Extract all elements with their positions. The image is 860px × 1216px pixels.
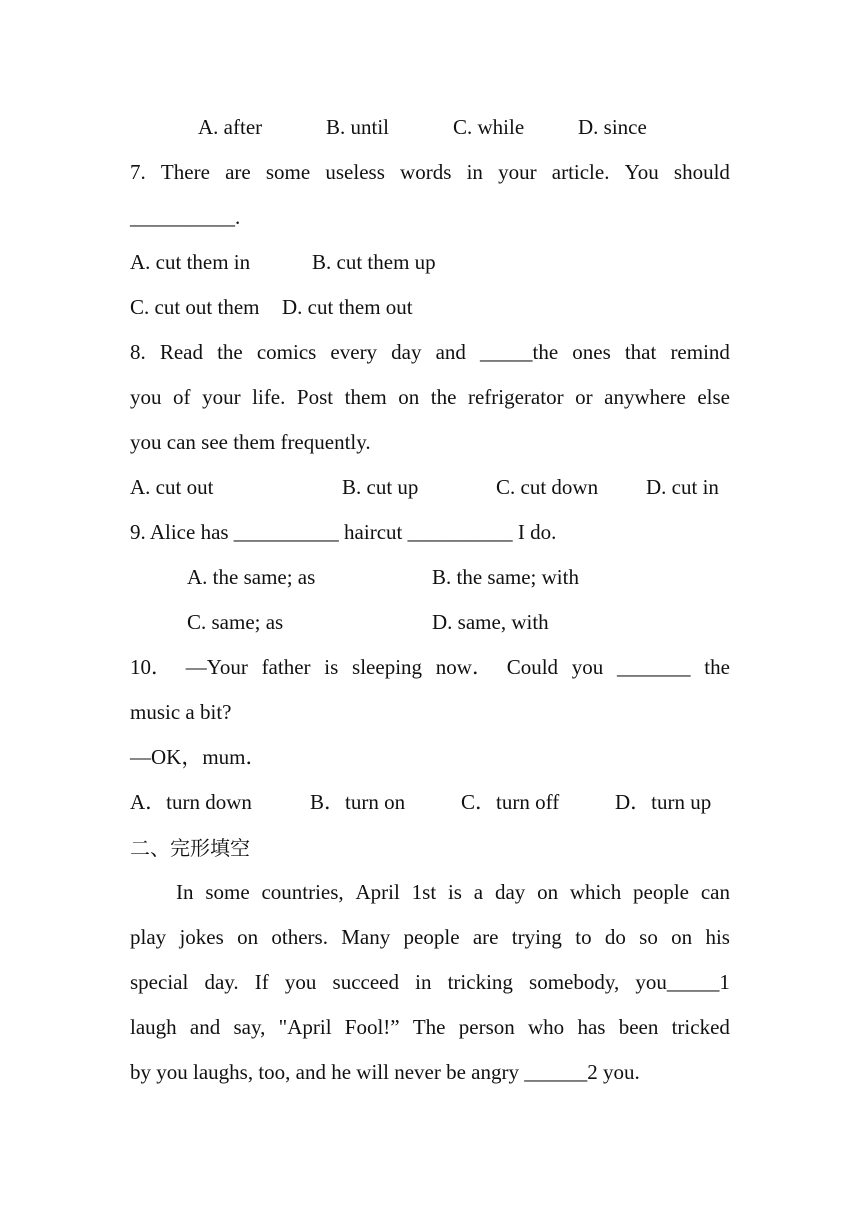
passage-word: has — [577, 1015, 606, 1039]
q8-word: Read — [159, 340, 203, 364]
passage-word: Fool!” — [344, 1015, 400, 1039]
q7-word: some — [265, 160, 311, 184]
passage-word: laugh — [130, 1015, 177, 1039]
passage-word: a — [473, 880, 484, 904]
q10-word: —Your — [185, 655, 248, 679]
q8-option-c: C. cut down — [496, 475, 599, 499]
q7-word: article. — [551, 160, 610, 184]
q7-option-d: D. cut them out — [282, 295, 413, 319]
passage-line2 — [130, 923, 730, 951]
q10-word: now． — [435, 655, 493, 679]
q9-stem: 9. Alice has __________ haircut __________ I do. — [130, 520, 557, 544]
passage-word: people — [403, 925, 460, 949]
passage-word: been — [618, 1015, 659, 1039]
q10-word: 10． — [130, 655, 172, 679]
passage-word: and — [189, 1015, 221, 1039]
passage-word: jokes — [179, 925, 224, 949]
passage-word: who — [528, 1015, 565, 1039]
passage-word: trying — [511, 925, 562, 949]
passage-word: Many — [341, 925, 391, 949]
q7-stem-line2: __________. — [130, 205, 241, 229]
passage-word: The — [412, 1015, 446, 1039]
passage-word: some — [205, 880, 250, 904]
q6-option-c: C. while — [453, 115, 525, 139]
q10-word: sleeping — [352, 655, 423, 679]
passage-word: are — [472, 925, 499, 949]
q7-option-a: A. cut them in — [130, 250, 251, 274]
q9-option-c: C. same; as — [187, 610, 284, 634]
q7-word: useless — [325, 160, 385, 184]
passage-word: people — [633, 880, 690, 904]
q8-word: 8. — [130, 340, 146, 364]
q7-option-c: C. cut out them — [130, 295, 260, 319]
q8-stem-line3: you can see them frequently. — [130, 430, 371, 454]
q10-option-a: A．turn down — [130, 790, 252, 814]
passage-word: day. — [204, 970, 239, 994]
passage-word: on — [671, 925, 693, 949]
q8-option-d: D. cut in — [646, 475, 719, 499]
q8-word: and — [435, 340, 466, 364]
q8-stem-line1 — [130, 338, 730, 366]
q10-option-b: B．turn on — [310, 790, 406, 814]
q8-stem-line2: you of your life. Post them on the refrigerator or anywhere else — [130, 385, 730, 409]
passage-word: "April — [278, 1015, 332, 1039]
q10-word: you — [571, 655, 604, 679]
q10-option-c: C．turn off — [461, 790, 560, 814]
passage-word: you_____1 — [635, 970, 730, 994]
q6-option-a: A. after — [198, 115, 263, 139]
passage-word: to — [575, 925, 592, 949]
passage-word: you — [284, 970, 317, 994]
q8-word: the — [217, 340, 243, 364]
q9-option-b: B. the same; with — [432, 565, 579, 589]
passage-line4 — [130, 1013, 730, 1041]
passage-word: which — [569, 880, 622, 904]
q10-stem-line1 — [130, 653, 730, 681]
q8-option-a: A. cut out — [130, 475, 214, 499]
q10-word: the — [704, 655, 730, 679]
passage-word: somebody, — [529, 970, 620, 994]
q9-option-d: D. same, with — [432, 610, 549, 634]
passage-line1 — [176, 878, 730, 906]
q8-word: that — [624, 340, 657, 364]
passage-word: In — [176, 880, 194, 904]
q10-word: is — [324, 655, 339, 679]
q7-word: You — [624, 160, 659, 184]
q6-option-b: B. until — [326, 115, 390, 139]
passage-word: is — [447, 880, 462, 904]
q8-word: _____the — [480, 340, 559, 364]
passage-word: special — [130, 970, 189, 994]
q10-stem-line2: music a bit? — [130, 700, 232, 724]
q10-word: father — [261, 655, 311, 679]
q7-word: 7. — [130, 160, 146, 184]
section-heading: 二、完形填空 — [130, 836, 250, 860]
q7-word: should — [673, 160, 730, 184]
passage-word: can — [700, 880, 730, 904]
q7-word: are — [225, 160, 251, 184]
q10-word: Could — [506, 655, 559, 679]
q10-reply: —OK，mum． — [130, 745, 267, 769]
q7-word: There — [160, 160, 210, 184]
q8-word: day — [391, 340, 422, 364]
q8-word: remind — [670, 340, 730, 364]
passage-word: If — [254, 970, 269, 994]
q9-option-a: A. the same; as — [187, 565, 316, 589]
passage-word: day — [494, 880, 526, 904]
q7-word: in — [466, 160, 483, 184]
passage-word: tricking — [447, 970, 513, 994]
q7-word: your — [498, 160, 537, 184]
passage-word: succeed — [332, 970, 399, 994]
q7-word: words — [400, 160, 452, 184]
q7-stem-line1 — [130, 158, 730, 186]
passage-word: on — [237, 925, 259, 949]
passage-word: do — [604, 925, 626, 949]
q7-option-b: B. cut them up — [312, 250, 436, 274]
q8-word: comics — [256, 340, 317, 364]
passage-word: person — [458, 1015, 515, 1039]
passage-word: 1st — [411, 880, 437, 904]
passage-word: on — [537, 880, 559, 904]
q6-option-d: D. since — [578, 115, 647, 139]
passage-word: so — [639, 925, 658, 949]
passage-word: countries, — [261, 880, 344, 904]
passage-word: tricked — [671, 1015, 730, 1039]
passage-word: others. — [271, 925, 328, 949]
passage-word: in — [415, 970, 432, 994]
passage-line5: by you laughs, too, and he will never be angry ______2 you. — [130, 1060, 640, 1084]
passage-word: April — [355, 880, 400, 904]
passage-line3 — [130, 968, 730, 996]
q8-word: every — [330, 340, 378, 364]
passage-word: play — [130, 925, 167, 949]
q10-option-d: D．turn up — [615, 790, 712, 814]
q8-word: ones — [572, 340, 611, 364]
passage-word: his — [705, 925, 730, 949]
q10-word: _______ — [617, 655, 691, 679]
passage-word: say, — [233, 1015, 266, 1039]
q8-option-b: B. cut up — [342, 475, 419, 499]
